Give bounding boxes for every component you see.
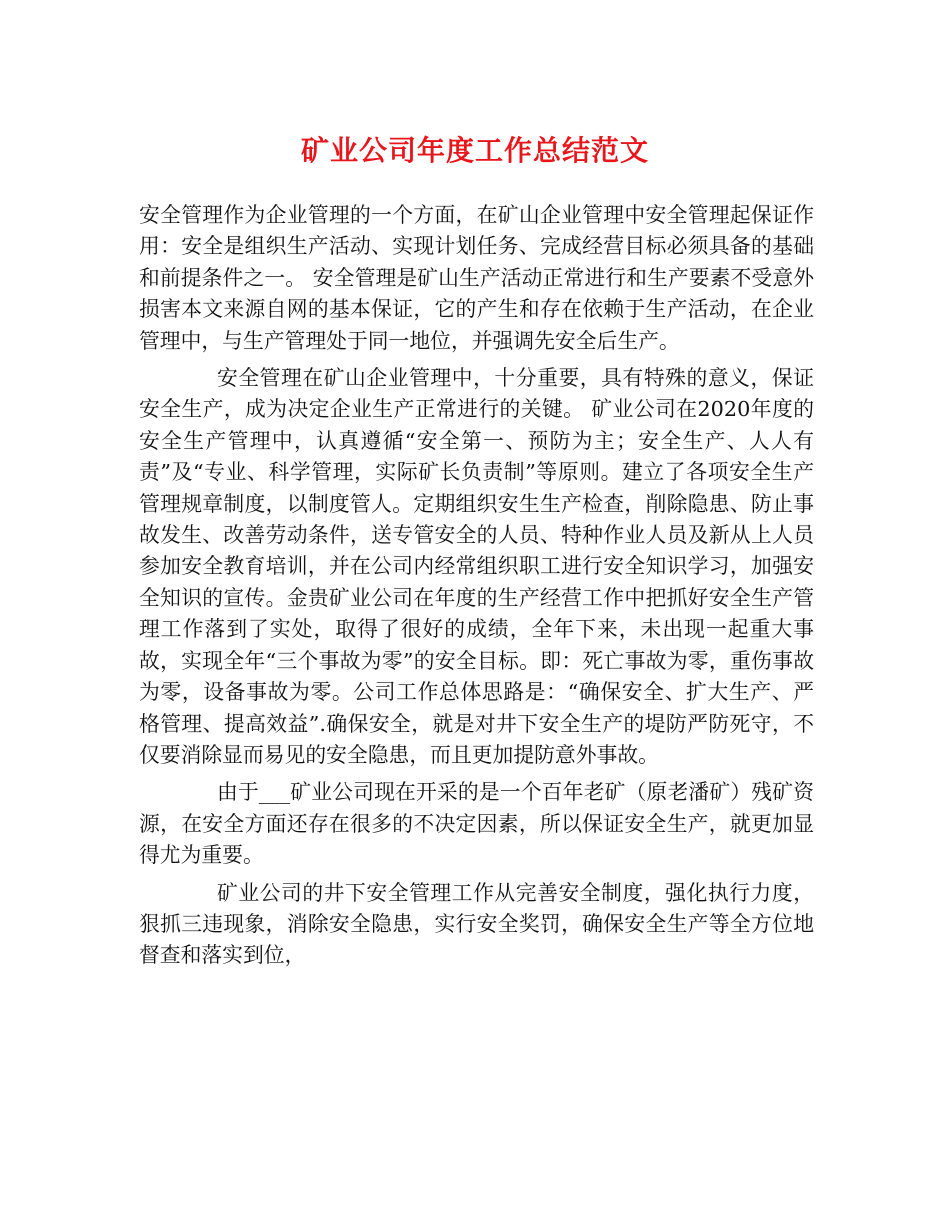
paragraph-2: 安全管理在矿山企业管理中，十分重要，具有特殊的意义，保证安全生产，成为决定企业生产正常进行的关键。 矿业公司在2020年度的安全生产管理中，认真遵循“安全第一、预防为主；安全生产、人人有责”及“专业、科学管理，实际矿长负责制”等原则。建立了各项安全生产管理规章制度，以制度管人。定期组织安生生产检查，削除隐患、防止事故发生、改善劳动条件，送专管安全的人员、特种作业人员及新从上人员参加安全教育培训，并在公司内经常组织职工进行安全知识学习，加强安全知识的宣传。金贵矿业公司在年度的生产经营工作中把抓好安全生产管理工作落到了实处，取得了很好的成绩，全年下来，未出现一起重大事故，实现全年“三个事故为零”的安全目标。即：死亡事故为零，重伤事故为零，设备事故为零。公司工作总体思路是：“确保安全、扩大生产、严格管理、提高效益”.确保安全，就是对井下安全生产的堤防严防死守，不仅要消除显而易见的安全隐患，而且更加提防意外事故。 <box>139 366 814 767</box>
paragraph-3: 由于___矿业公司现在开采的是一个百年老矿（原老潘矿）残矿资源，在安全方面还存在很多的不决定因素，所以保证安全生产，就更加显得尤为重要。 <box>139 780 814 868</box>
document-body <box>139 200 814 978</box>
paragraph-1: 安全管理作为企业管理的一个方面，在矿山企业管理中安全管理起保证作用：安全是组织生产活动、实现计划任务、完成经营目标必须具备的基础和前提条件之一。 安全管理是矿山生产活动正常进行和生产要素不受意外损害本文来源自网的基本保证，它的产生和存在依赖于生产活动，在企业管理中，与生产管理处于同一地位，并强调先安全后生产。 <box>139 203 814 353</box>
document-title: 矿业公司年度工作总结范文 <box>300 134 649 167</box>
paragraph-4: 矿业公司的井下安全管理工作从完善安全制度，强化执行力度，狠抓三违现象，消除安全隐患，实行安全奖罚，确保安全生产等全方位地督查和落实到位， <box>139 880 814 968</box>
